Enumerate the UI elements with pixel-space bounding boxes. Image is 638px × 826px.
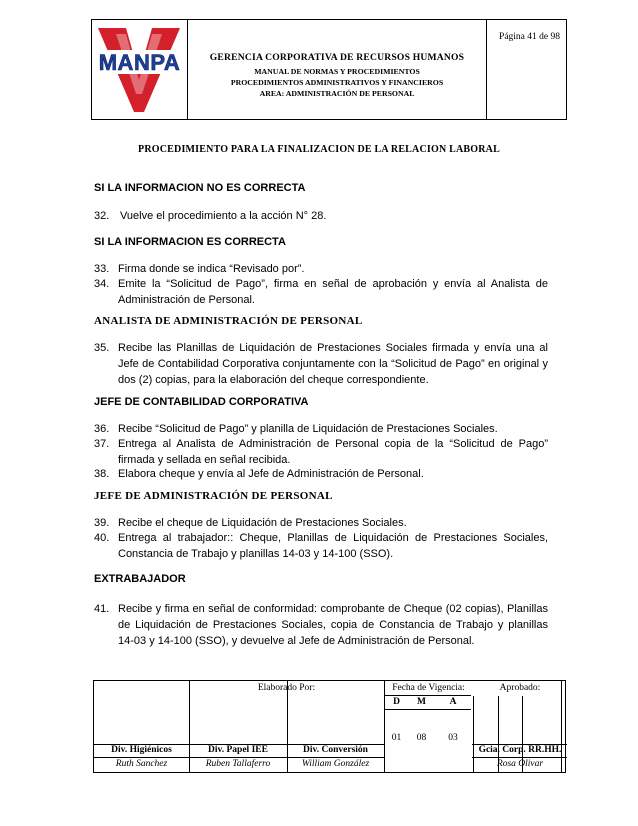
section-heading: SI LA INFORMACION NO ES CORRECTA <box>94 182 306 194</box>
item-number: 39. <box>94 517 110 529</box>
procedure-title: PROCEDIMIENTO PARA LA FINALIZACION DE LA RELACION LABORAL <box>138 144 500 155</box>
list-item <box>94 421 548 437</box>
header-line-1: GERENCIA CORPORATIVA DE RECURSOS HUMANOS <box>209 52 465 63</box>
signer-2: Ruben Tallaferro <box>205 759 271 769</box>
fecha-label: Fecha de Vigencia: <box>392 683 465 693</box>
item-number: 40. <box>94 532 110 544</box>
day-value: 01 <box>391 733 402 743</box>
item-text: Emite la “Solicitud de Pago”, firma en señal de aprobación y envía al Analista de Administración de Personal. <box>118 278 548 306</box>
aprobado-label: Aprobado: <box>499 683 541 693</box>
list-item <box>94 515 548 531</box>
signer-1: Ruth Sanchez <box>115 759 168 769</box>
division-4: Gcia. Corp. RR.HH. <box>478 745 562 755</box>
page-number: Página 41 de 98 <box>499 32 560 42</box>
page-number-cell <box>487 20 566 119</box>
day-header: D <box>393 697 400 707</box>
month-header: M <box>417 697 426 707</box>
item-number: 32. <box>94 210 110 222</box>
list-item <box>94 208 548 224</box>
month-value: 08 <box>416 733 427 743</box>
list-item <box>94 601 567 649</box>
item-number: 34. <box>94 278 110 290</box>
list-item <box>94 276 548 308</box>
item-text: Recibe el cheque de Liquidación de Prestaciones Sociales. <box>118 517 407 529</box>
document-header <box>91 19 567 120</box>
item-number: 35. <box>94 342 110 354</box>
section-heading: EXTRABAJADOR <box>94 573 186 585</box>
item-text: Entrega al Analista de Administración de Personal copia de la “Solicitud de Pago” firmada y sellada en señal recibida. <box>118 438 548 466</box>
signer-4: Rosa Olivar <box>496 759 544 769</box>
list-item <box>94 340 548 388</box>
item-text: Recibe “Solicitud de Pago” y planilla de Liquidación de Prestaciones Sociales. <box>118 423 498 435</box>
header-line-4: AREA: ADMINISTRACIÓN DE PERSONAL <box>259 89 415 98</box>
list-item <box>94 530 548 562</box>
division-3: Div. Conversión <box>303 745 368 755</box>
section-heading: ANALISTA DE ADMINISTRACIÓN DE PERSONAL <box>94 315 363 327</box>
year-header: A <box>449 697 457 707</box>
item-number: 41. <box>94 603 110 615</box>
header-line-3: PROCEDIMIENTOS ADMINISTRATIVOS Y FINANCIEROS <box>230 78 444 87</box>
logo-cell <box>92 20 188 119</box>
list-item <box>94 261 548 277</box>
item-number: 38. <box>94 468 110 480</box>
manpa-logo <box>92 20 187 121</box>
item-text: Vuelve el procedimiento a la acción N° 28. <box>120 210 327 222</box>
logo-text: MANPA <box>98 50 181 75</box>
approval-table <box>93 680 566 773</box>
item-number: 33. <box>94 263 110 275</box>
header-line-2: MANUAL DE NORMAS Y PROCEDIMIENTOS <box>254 67 420 76</box>
elaborado-label: Elaborado Por: <box>257 683 316 693</box>
item-number: 37. <box>94 438 110 450</box>
section-heading: SI LA INFORMACION ES CORRECTA <box>94 236 286 248</box>
item-text: Entrega al trabajador:: Cheque, Planillas de Liquidación de Prestaciones Sociales, Constancia de Trabajo y planillas 14-03 y 14-100 (SSO). <box>118 532 548 560</box>
division-1: Div. Higiénicos <box>111 745 172 755</box>
list-item <box>94 436 548 468</box>
section-heading: JEFE DE CONTABILIDAD CORPORATIVA <box>94 396 309 408</box>
item-text: Recibe las Planillas de Liquidación de Prestaciones Sociales firmada y envía una al Jefe de Contabilidad Corporativa conjuntamente con la “Solicitud de Pago” en original y dos (2) copias, para la elaboración del cheque correspondiente. <box>118 342 548 386</box>
year-value: 03 <box>448 733 458 743</box>
list-item <box>94 466 548 482</box>
item-number: 36. <box>94 423 110 435</box>
signer-3: William González <box>301 759 370 769</box>
item-text: Elabora cheque y envía al Jefe de Administración de Personal. <box>118 468 424 480</box>
division-2: Div. Papel IEE <box>208 745 268 755</box>
item-text: Recibe y firma en señal de conformidad: comprobante de Cheque (02 copias), Planillas de Liquidación de Prestaciones Sociales, copia de Constancia de Trabajo y planillas 14-03 y 14-100 (SSO), y devuelve al Jefe de Administración de Personal. <box>118 603 567 647</box>
section-heading: JEFE DE ADMINISTRACIÓN DE PERSONAL <box>94 490 333 502</box>
header-title-cell <box>188 20 487 119</box>
item-text: Firma donde se indica “Revisado por”. <box>118 263 305 275</box>
